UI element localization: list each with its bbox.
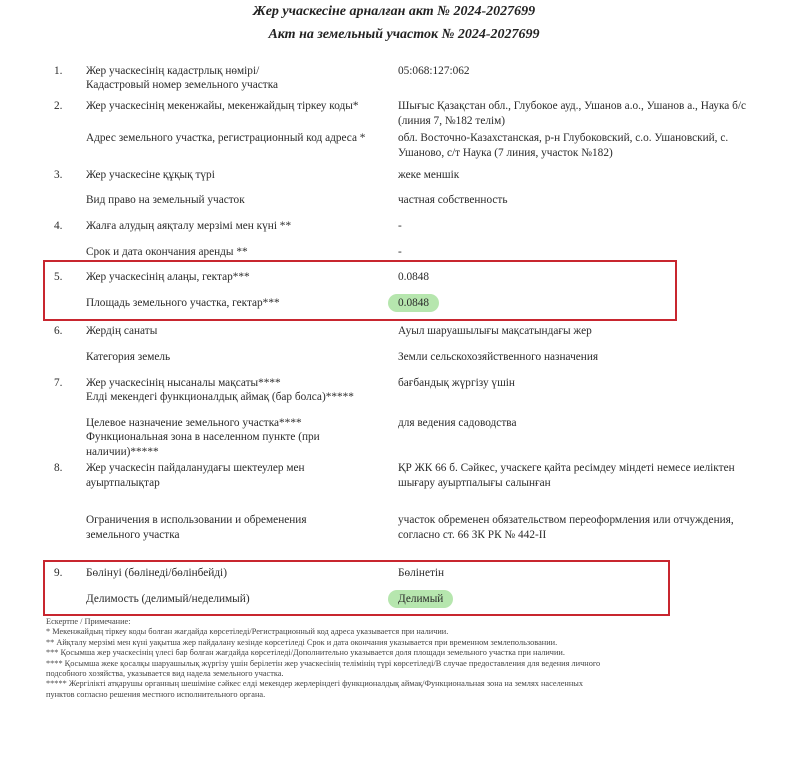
value-area-kz: 0.0848 bbox=[398, 271, 430, 283]
value-divisibility-kz: Бөлінетін bbox=[398, 567, 445, 579]
footnote-2: ** Айқталу мерзімі мен күні уақытша жер пайдалану кезінде көрсетіледі Срок и дата окончания указывается при временном землепользовании. bbox=[46, 637, 558, 647]
label-kz2: Елді мекендегі функционалдық аймақ (бар болса)***** bbox=[86, 391, 354, 403]
footnote-5-cont: пунктов согласно решения местного исполнительного органа. bbox=[46, 689, 266, 699]
value-ru: частная собственность bbox=[398, 194, 508, 206]
value-kz: жеке меншік bbox=[398, 169, 460, 181]
label-kz: Бөлінуі (бөлінеді/бөлінбейді) bbox=[86, 567, 227, 579]
row-number: 7. bbox=[54, 377, 63, 389]
row-number: 5. bbox=[54, 271, 63, 283]
value-ru: для ведения садоводства bbox=[398, 417, 517, 429]
label-kz: Жалға алудың аяқталу мерзімі мен күні ** bbox=[86, 220, 292, 232]
value-address-kz: Шығыс Қазақстан обл., Глубокое ауд., Ушанов а.о., Ушанов а., Наука б/с (линия 7, №182 телім) bbox=[398, 100, 747, 127]
label-kz: Жер учаскесін пайдаланудағы шектеулер мен ауыртпалықтар bbox=[86, 462, 305, 489]
label-ru: Ограничения в использовании и обременения земельного участка bbox=[86, 514, 307, 541]
footnote-4-cont: подсобного хозяйства, указывается вид надела земельного участка. bbox=[46, 669, 284, 679]
value-area-ru-wrap bbox=[398, 296, 758, 311]
footnote-4: **** Қосымша жеке қосалқы шаруашылық жүргізу үшін берілетін жер учаскесінің телімінің түрі көрсетіледі/В случае предоставления для ведения личного bbox=[46, 658, 601, 668]
footnote-5: ***** Жергілікті атқарушы органның шешіміне сәйкес елді мекендер жерлеріндегі функционалдық аймақ/Функциональная зона на землях населенных bbox=[46, 679, 583, 689]
label-ru: Адрес земельного участка, регистрационный код адреса * bbox=[86, 132, 366, 144]
row-number: 9. bbox=[54, 567, 63, 579]
label-ru: Категория земель bbox=[86, 351, 171, 363]
footnotes bbox=[46, 617, 746, 700]
row-number: 3. bbox=[54, 169, 63, 181]
footnote-1: * Мекенжайдың тіркеу коды болған жағдайда көрсетіледі/Регистрационный код адреса указывается при наличии. bbox=[46, 627, 449, 637]
document-title-ru: Акт на земельный участок № 2024-2027699 bbox=[268, 27, 540, 42]
footnote-heading: Ескертпе / Примечание: bbox=[46, 617, 131, 626]
label-ru: Площадь земельного участка, гектар*** bbox=[86, 297, 280, 309]
value-ru: участок обременен обязательством переоформления или отчуждения, согласно ст. 66 ЗК РК № 442-II bbox=[398, 514, 734, 541]
label-ru: Кадастровый номер земельного участка bbox=[86, 79, 279, 91]
value-kz: бағбандық жүргізу үшін bbox=[398, 377, 515, 389]
label-kz: Жердің санаты bbox=[86, 325, 158, 337]
value-address-ru: обл. Восточно-Казахстанская, р-н Глубоковский, с.о. Ушановский, с. Ушаново, с/т Наука (7 линия, участок №182) bbox=[398, 132, 729, 159]
label-kz: Жер учаскесінің мекенжайы, мекенжайдың тіркеу коды* bbox=[86, 100, 359, 112]
label-ru: Целевое назначение земельного участка**** bbox=[86, 417, 302, 429]
label-ru: Срок и дата окончания аренды ** bbox=[86, 246, 248, 258]
label-ru2: Функциональная зона в населенном пункте (при наличии)***** bbox=[86, 431, 320, 458]
value-cadastral: 05:068:127:062 bbox=[398, 65, 470, 77]
value-area-ru-highlight: 0.0848 bbox=[388, 294, 439, 312]
value-divisibility-ru-highlight: Делимый bbox=[388, 590, 453, 608]
value-ru: Земли сельскохозяйственного назначения bbox=[398, 351, 599, 363]
row-number: 8. bbox=[54, 462, 63, 474]
label-kz: Жер учаскесінің нысаналы мақсаты**** bbox=[86, 377, 281, 389]
label-ru: Вид право на земельный участок bbox=[86, 194, 245, 206]
value-ru: - bbox=[398, 246, 402, 258]
label-ru: Делимость (делимый/неделимый) bbox=[86, 593, 250, 605]
label-kz: Жер учаскесінің алаңы, гектар*** bbox=[86, 271, 250, 283]
row-number: 6. bbox=[54, 325, 63, 337]
value-kz: - bbox=[398, 220, 402, 232]
value-divisibility-ru-wrap bbox=[398, 592, 758, 607]
value-kz: ҚР ЖК 66 б. Сәйкес, учаскеге қайта ресімдеу міндеті немесе иеліктен шығару ауыртпалығы салынған bbox=[398, 462, 735, 489]
label-kz: Жер учаскесінің кадастрлық нөмірі/ bbox=[86, 65, 260, 77]
footnote-3: *** Қосымша жер учаскесінің үлесі бар болған жағдайда көрсетіледі/Дополнительно указывается доля площади земельного участка при наличии. bbox=[46, 648, 565, 658]
row-number: 4. bbox=[54, 220, 63, 232]
value-kz: Ауыл шаруашылығы мақсатындағы жер bbox=[398, 325, 592, 337]
document-title-kz: Жер учаскесіне арналған акт № 2024-2027699 bbox=[252, 4, 536, 19]
label-kz: Жер учаскесіне құқық түрі bbox=[86, 169, 215, 181]
row-number: 2. bbox=[54, 100, 63, 112]
row-number: 1. bbox=[54, 65, 63, 77]
